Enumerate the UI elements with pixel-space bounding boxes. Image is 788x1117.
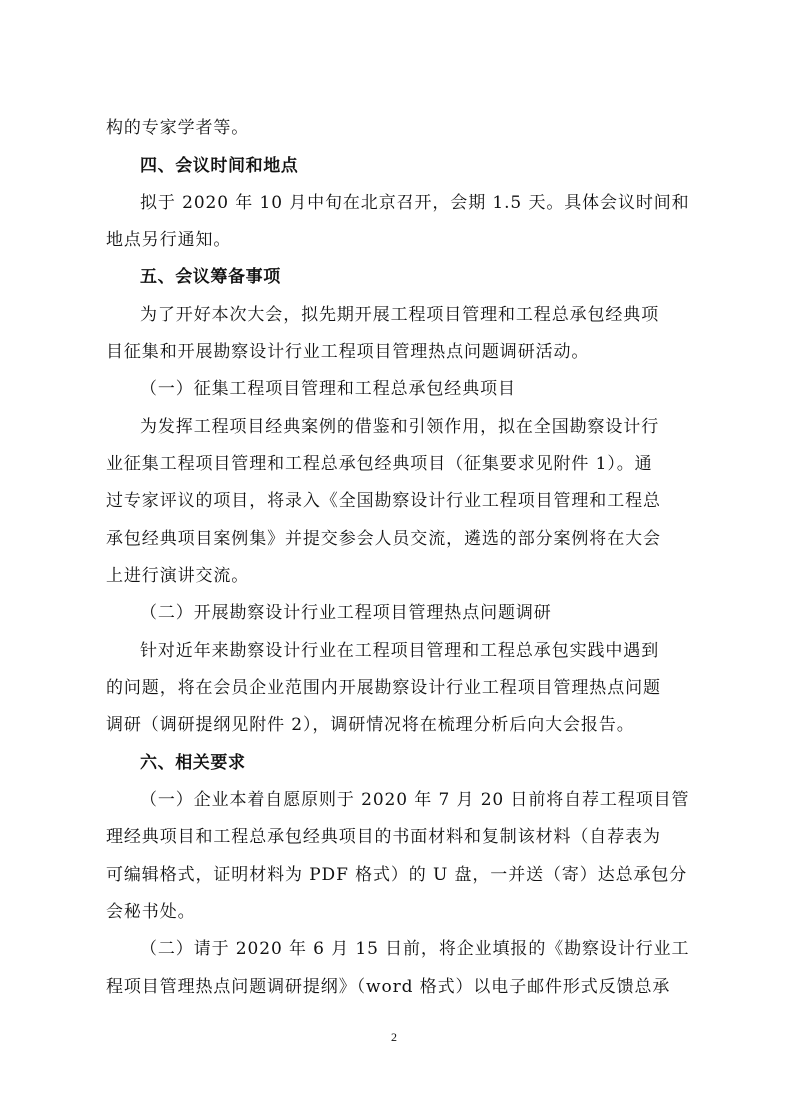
body-text-line: 理经典项目和工程总承包经典项目的书面材料和复制该材料（自荐表为 [106,827,661,847]
body-text-line: （二）请于 2020 年 6 月 15 日前，将企业填报的《勘察设计行业工 [140,939,690,959]
body-text-line: 地点另行通知。 [106,230,232,250]
section-heading-meeting-time-place: 四、会议时间和地点 [140,156,299,176]
body-text-line: 上进行演讲交流。 [106,566,250,586]
section-heading-preparation: 五、会议筹备事项 [140,267,281,287]
body-text-line: 为了开好本次大会，拟先期开展工程项目管理和工程总承包经典项 [140,305,660,325]
body-text-line: 会秘书处。 [106,902,196,922]
body-text-line: （一）企业本着自愿原则于 2020 年 7 月 20 日前将自荐工程项目管 [140,790,690,810]
body-text-line: 过专家评议的项目，将录入《全国勘察设计行业工程项目管理和工程总 [106,491,661,511]
body-text-line: 业征集工程项目管理和工程总承包经典项目（征集要求见附件 1）。通 [106,454,653,474]
body-text-line: 构的专家学者等。 [106,118,250,138]
body-text-line: 可编辑格式，证明材料为 PDF 格式）的 U 盘，一并送（寄）达总承包分 [106,865,688,885]
subsection-heading-collect-projects: （一）征集工程项目管理和工程总承包经典项目 [140,379,516,399]
body-text-line: 的问题，将在会员企业范围内开展勘察设计行业工程项目管理热点问题 [106,678,661,698]
page-number: 2 [391,1030,397,1044]
body-text-line: 调研（调研提纲见附件 2），调研情况将在梳理分析后向大会报告。 [106,715,635,735]
body-text-line: 拟于 2020 年 10 月中旬在北京召开，会期 1.5 天。具体会议时间和 [140,193,690,213]
body-text-line: 针对近年来勘察设计行业在工程项目管理和工程总承包实践中遇到 [140,641,660,661]
body-text-line: 为发挥工程项目经典案例的借鉴和引领作用，拟在全国勘察设计行 [140,417,660,437]
subsection-heading-research: （二）开展勘察设计行业工程项目管理热点问题调研 [140,603,552,623]
body-text-line: 承包经典项目案例集》并提交参会人员交流，遴选的部分案例将在大会 [106,529,661,549]
body-text-line: 目征集和开展勘察设计行业工程项目管理热点问题调研活动。 [106,342,590,362]
section-heading-requirements: 六、相关要求 [140,753,246,773]
body-text-line: 程项目管理热点问题调研提纲》（word 格式）以电子邮件形式反馈总承 [106,977,671,997]
